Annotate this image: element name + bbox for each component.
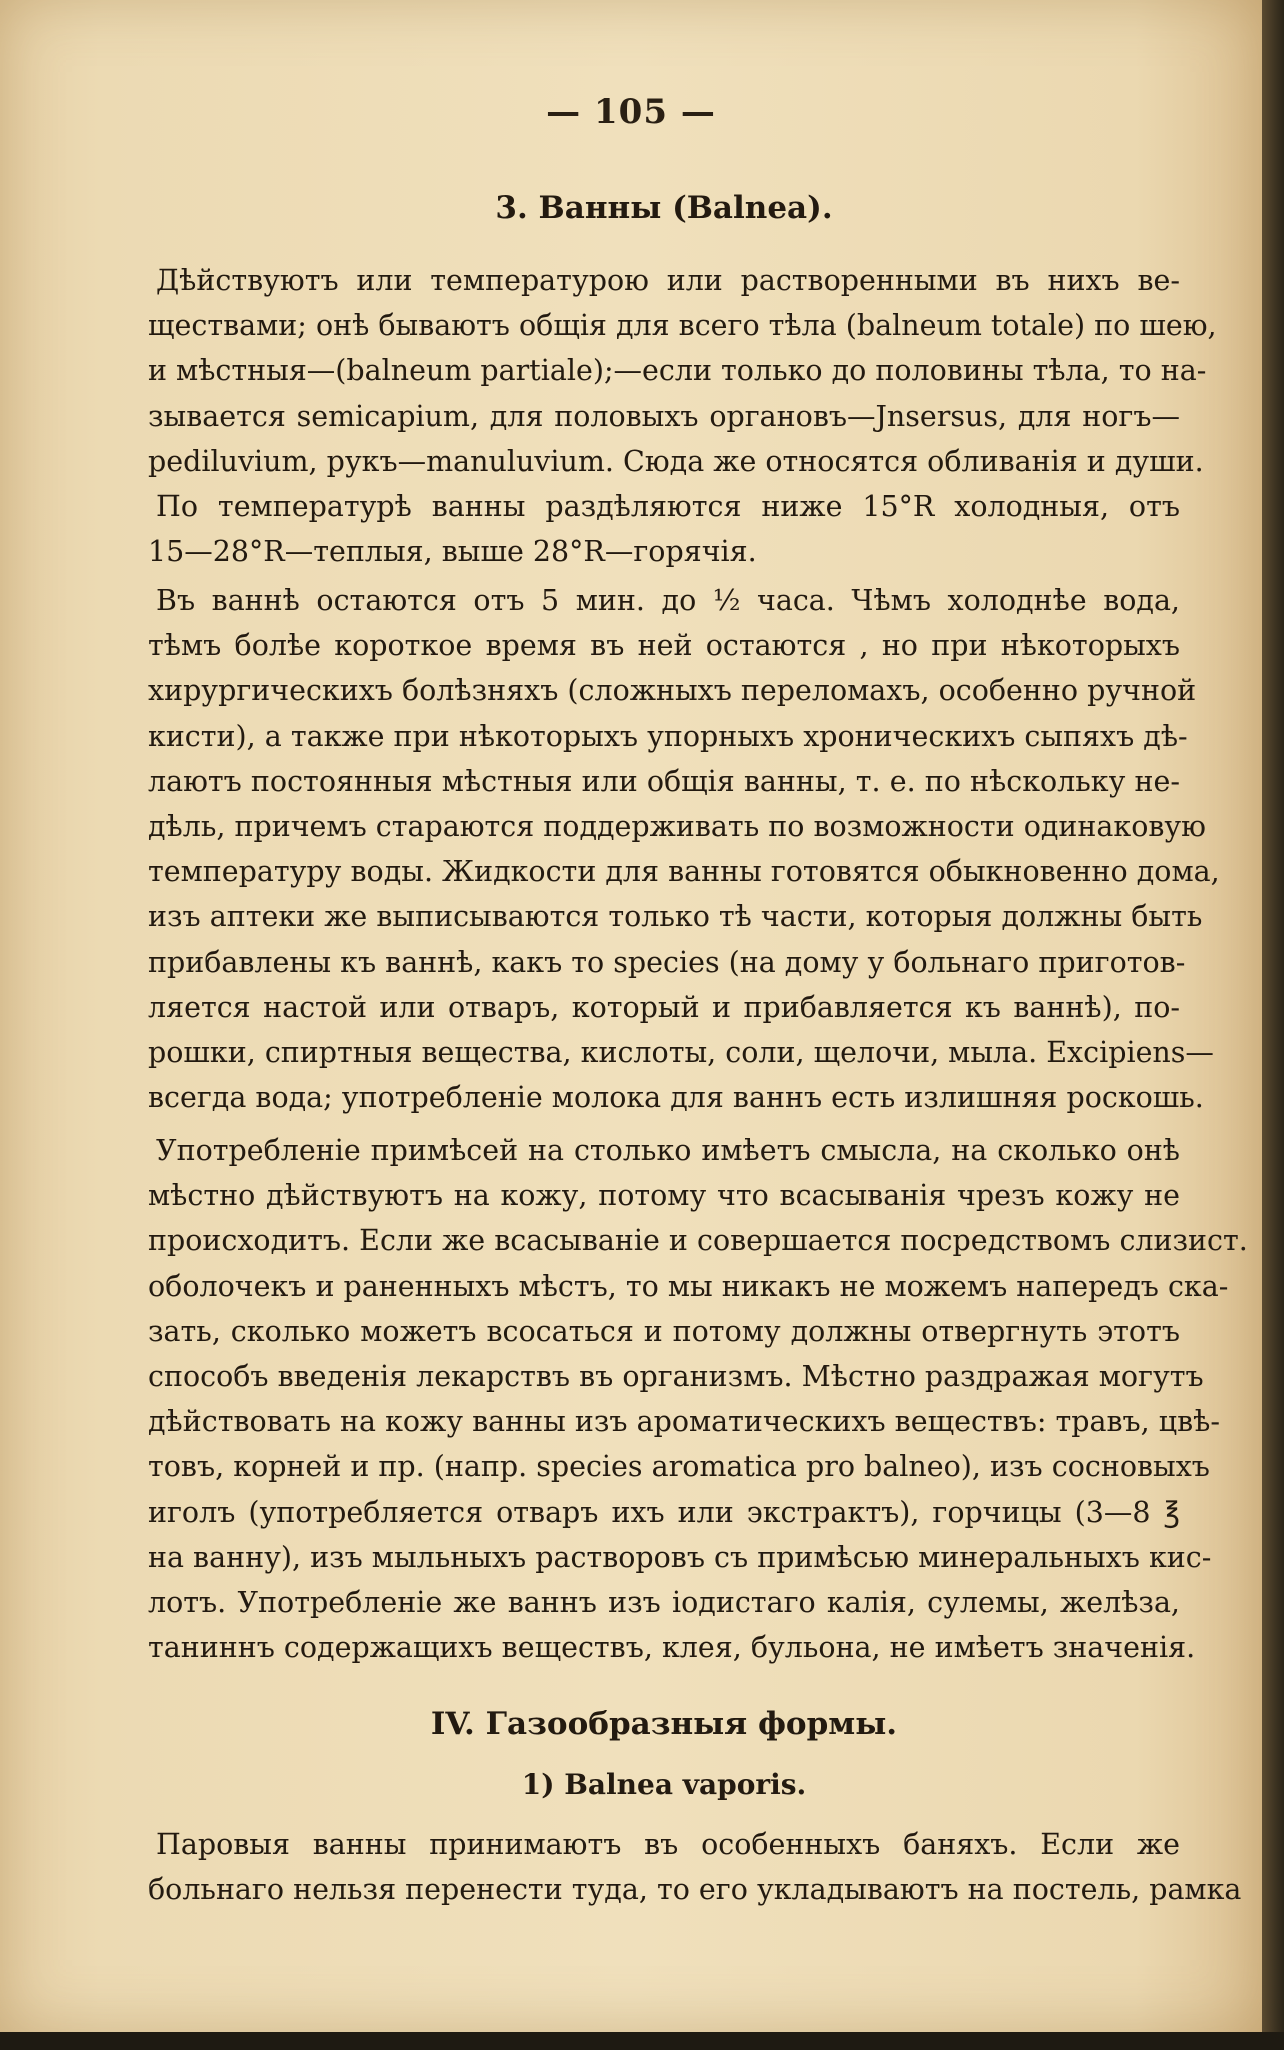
paragraph-baths-intro xyxy=(148,258,1217,484)
text-line: дѣйствовать на кожу ванны изъ ароматическихъ веществъ: травъ, цвѣ- xyxy=(148,1405,1220,1439)
paragraph-baths-duration xyxy=(148,578,1220,1120)
text-line: 15—28°R—теплыя, выше 28°R—горячiя. xyxy=(148,535,757,569)
text-line: происходитъ. Если же всасыванiе и совершается посредствомъ слизист. xyxy=(148,1224,1248,1258)
text-line: товъ, корней и пр. (напр. species aromatica pro balneo), изъ сосновыхъ xyxy=(148,1450,1210,1484)
text-line: иголъ (употребляется отваръ ихъ или экстрактъ), горчицы (3—8 ℥ xyxy=(148,1495,1180,1529)
text-line: ществами; онѣ бываютъ общiя для всего тѣла (balneum totale) по шею, xyxy=(148,309,1217,343)
text-line: тѣмъ болѣе короткое время въ ней остаются , но при нѣкоторыхъ xyxy=(148,629,1180,663)
text-line: Въ ваннѣ остаются отъ 5 мин. до ½ часа. Чѣмъ холоднѣе вода, xyxy=(156,584,1180,617)
text-line: хирургическихъ болѣзняхъ (сложныхъ переломахъ, особенно ручной xyxy=(148,674,1197,708)
subsection-heading-vapor-baths: 1) Balnea vaporis. xyxy=(521,1768,807,1801)
paragraph-baths-temperature xyxy=(148,484,1180,574)
text-line: зать, сколько можетъ всосаться и потому должны отвергнуть этотъ xyxy=(148,1314,1180,1348)
text-line: оболочекъ и раненныхъ мѣстъ, то мы никакъ не можемъ напередъ ска- xyxy=(148,1269,1229,1303)
text-line: таниннъ содержащихъ веществъ, клея, бульона, не имѣетъ значенiя. xyxy=(148,1631,1196,1665)
text-line: Паровыя ванны принимаютъ въ особенныхъ баняхъ. Если же xyxy=(156,1828,1180,1861)
text-line: лотъ. Употребленiе же ваннъ изъ iодистаго калiя, сулемы, желѣза, xyxy=(148,1586,1180,1620)
paragraph-vapor-baths xyxy=(148,1822,1242,1912)
text-line: прибавлены къ ваннѣ, какъ то species (на дому у больнаго приготов- xyxy=(148,945,1186,979)
text-line: Употребленiе примѣсей на столько имѣетъ смысла, на сколько онѣ xyxy=(156,1134,1180,1167)
text-line: Дѣйствуютъ или температурою или растворенными въ нихъ ве- xyxy=(156,264,1180,297)
paragraph-baths-admixtures xyxy=(148,1128,1248,1670)
text-line: рошки, спиртныя вещества, кислоты, соли, щелочи, мыла. Excipiens— xyxy=(148,1036,1214,1070)
page-number: — 105 — xyxy=(546,92,716,132)
text-line: дѣль, причемъ стараются поддерживать по возможности одинаковую xyxy=(148,810,1206,844)
text-line: больнаго нельзя перенести туда, то его укладываютъ на постель, рамка xyxy=(148,1873,1242,1907)
section-heading-baths: 3. Ванны (Balnea). xyxy=(495,190,833,226)
text-line: всегда вода; употребленiе молока для ваннъ есть излишняя роскошь. xyxy=(148,1081,1204,1115)
page-edge-shadow xyxy=(1262,0,1284,2050)
text-line: изъ аптеки же выписываются только тѣ части, которыя должны быть xyxy=(148,900,1203,934)
text-line: лаютъ постоянныя мѣстныя или общiя ванны, т. е. по нѣскольку не- xyxy=(148,764,1180,798)
section-heading-gaseous-forms: IV. Газообразныя формы. xyxy=(430,1706,898,1742)
text-line: мѣстно дѣйствуютъ на кожу, потому что всасыванiя чрезъ кожу не xyxy=(148,1179,1180,1213)
text-line: способъ введенiя лекарствъ въ организмъ. Мѣстно раздражая могутъ xyxy=(148,1360,1204,1394)
text-line: По температурѣ ванны раздѣляются ниже 15°R холодныя, отъ xyxy=(156,490,1180,523)
text-line: pediluvium, рукъ—manuluvium. Сюда же относятся обливанiя и души. xyxy=(148,444,1204,478)
text-line: кисти), а также при нѣкоторыхъ упорныхъ хроническихъ сыпяхъ дѣ- xyxy=(148,719,1188,753)
text-line: и мѣстныя—(balneum partiale);—если только до половины тѣла, то на- xyxy=(148,354,1207,388)
text-line: на ванну), изъ мыльныхъ растворовъ съ примѣсью минеральныхъ кис- xyxy=(148,1540,1212,1574)
text-line: ляется настой или отваръ, который и прибавляется къ ваннѣ), по- xyxy=(148,990,1180,1024)
page-bottom-shadow xyxy=(0,2032,1284,2050)
text-line: зывается semicapium, для половыхъ органовъ—Jnsersus, для ногъ— xyxy=(148,399,1180,433)
text-line: температуру воды. Жидкости для ванны готовятся обыкновенно дома, xyxy=(148,855,1220,889)
